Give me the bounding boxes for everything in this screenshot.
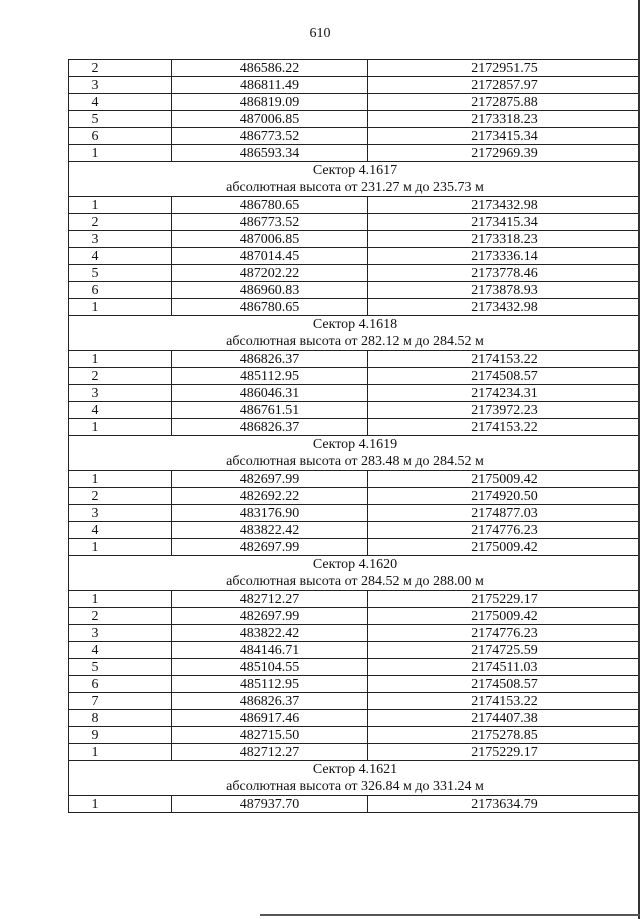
x-coordinate-cell: 486773.52: [172, 128, 368, 145]
point-number-cell: 2: [69, 60, 172, 77]
point-number-cell: 1: [69, 351, 172, 368]
page-number: 610: [309, 26, 331, 41]
x-coordinate-cell: 486826.37: [172, 351, 368, 368]
coordinates-sheet: [68, 59, 640, 813]
x-coordinate-cell: 486761.51: [172, 402, 368, 419]
x-coordinate-cell: 485112.95: [172, 676, 368, 693]
y-coordinate-cell: 2175229.17: [368, 591, 640, 608]
x-coordinate-cell: 486586.22: [172, 60, 368, 77]
y-coordinate-cell: 2174920.50: [368, 488, 640, 505]
y-coordinate-cell: 2175229.17: [368, 744, 640, 761]
point-number-cell: 6: [69, 676, 172, 693]
point-number-cell: 1: [69, 299, 172, 316]
y-coordinate-cell: 2173432.98: [368, 197, 640, 214]
table-row: [69, 625, 640, 642]
y-coordinate-cell: 2173634.79: [368, 796, 640, 813]
coordinates-table: [68, 59, 640, 813]
y-coordinate-cell: 2174776.23: [368, 625, 640, 642]
y-coordinate-cell: 2174153.22: [368, 351, 640, 368]
point-number-cell: 3: [69, 385, 172, 402]
x-coordinate-cell: 486917.46: [172, 710, 368, 727]
point-number-cell: 2: [69, 214, 172, 231]
table-row: [69, 608, 640, 625]
sector-height-range: абсолютная высота от 326.84 м до 331.24 м: [226, 779, 484, 794]
y-coordinate-cell: 2172857.97: [368, 77, 640, 94]
sector-height-range: абсолютная высота от 282.12 м до 284.52 м: [226, 334, 484, 349]
x-coordinate-cell: 486826.37: [172, 419, 368, 436]
table-row: [69, 128, 640, 145]
x-coordinate-cell: 486811.49: [172, 77, 368, 94]
table-row: [69, 591, 640, 608]
x-coordinate-cell: 486593.34: [172, 145, 368, 162]
point-number-cell: 5: [69, 659, 172, 676]
point-number-cell: 4: [69, 94, 172, 111]
table-row: [69, 385, 640, 402]
y-coordinate-cell: 2173415.34: [368, 214, 640, 231]
point-number-cell: 6: [69, 282, 172, 299]
y-coordinate-cell: 2173318.23: [368, 111, 640, 128]
x-coordinate-cell: 487006.85: [172, 231, 368, 248]
x-coordinate-cell: 486819.09: [172, 94, 368, 111]
table-row: [69, 145, 640, 162]
x-coordinate-cell: 486780.65: [172, 197, 368, 214]
point-number-cell: 4: [69, 642, 172, 659]
sector-header-cell: [69, 761, 640, 796]
table-row: [69, 94, 640, 111]
point-number-cell: 1: [69, 471, 172, 488]
point-number-cell: 8: [69, 710, 172, 727]
x-coordinate-cell: 484146.71: [172, 642, 368, 659]
y-coordinate-cell: 2174234.31: [368, 385, 640, 402]
sector-header-row: [69, 436, 640, 471]
table-row: [69, 505, 640, 522]
point-number-cell: 4: [69, 522, 172, 539]
point-number-cell: 3: [69, 625, 172, 642]
point-number-cell: 6: [69, 128, 172, 145]
point-number-cell: 1: [69, 796, 172, 813]
point-number-cell: 5: [69, 111, 172, 128]
x-coordinate-cell: 483176.90: [172, 505, 368, 522]
x-coordinate-cell: 482697.99: [172, 471, 368, 488]
x-coordinate-cell: 482697.99: [172, 608, 368, 625]
x-coordinate-cell: 483822.42: [172, 625, 368, 642]
table-row: [69, 727, 640, 744]
table-row: [69, 231, 640, 248]
point-number-cell: 1: [69, 145, 172, 162]
table-row: [69, 111, 640, 128]
y-coordinate-cell: 2173336.14: [368, 248, 640, 265]
point-number-cell: 2: [69, 608, 172, 625]
x-coordinate-cell: 485112.95: [172, 368, 368, 385]
table-row: [69, 299, 640, 316]
x-coordinate-cell: 486773.52: [172, 214, 368, 231]
table-row: [69, 693, 640, 710]
y-coordinate-cell: 2172875.88: [368, 94, 640, 111]
sector-title: Сектор 4.1621: [312, 762, 398, 777]
sector-height-range: абсолютная высота от 284.52 м до 288.00 м: [226, 574, 484, 589]
y-coordinate-cell: 2175009.42: [368, 539, 640, 556]
x-coordinate-cell: 482692.22: [172, 488, 368, 505]
x-coordinate-cell: 482712.27: [172, 591, 368, 608]
table-row: [69, 265, 640, 282]
y-coordinate-cell: 2175278.85: [368, 727, 640, 744]
x-coordinate-cell: 482715.50: [172, 727, 368, 744]
table-row: [69, 710, 640, 727]
table-row: [69, 248, 640, 265]
y-coordinate-cell: 2173878.93: [368, 282, 640, 299]
sector-header-cell: [69, 436, 640, 471]
sector-title: Сектор 4.1620: [312, 557, 398, 572]
x-coordinate-cell: 487937.70: [172, 796, 368, 813]
sector-header-cell: [69, 316, 640, 351]
x-coordinate-cell: 483822.42: [172, 522, 368, 539]
table-row: [69, 676, 640, 693]
table-row: [69, 60, 640, 77]
y-coordinate-cell: 2174511.03: [368, 659, 640, 676]
table-row: [69, 351, 640, 368]
x-coordinate-cell: 482697.99: [172, 539, 368, 556]
point-number-cell: 4: [69, 248, 172, 265]
x-coordinate-cell: 487006.85: [172, 111, 368, 128]
x-coordinate-cell: 486960.83: [172, 282, 368, 299]
sector-title: Сектор 4.1618: [312, 317, 398, 332]
y-coordinate-cell: 2174508.57: [368, 676, 640, 693]
point-number-cell: 4: [69, 402, 172, 419]
x-coordinate-cell: 485104.55: [172, 659, 368, 676]
sector-header-row: [69, 316, 640, 351]
x-coordinate-cell: 486826.37: [172, 693, 368, 710]
table-row: [69, 419, 640, 436]
y-coordinate-cell: 2172969.39: [368, 145, 640, 162]
y-coordinate-cell: 2173415.34: [368, 128, 640, 145]
sector-header-row: [69, 162, 640, 197]
y-coordinate-cell: 2175009.42: [368, 608, 640, 625]
table-row: [69, 77, 640, 94]
y-coordinate-cell: 2174508.57: [368, 368, 640, 385]
point-number-cell: 1: [69, 744, 172, 761]
sector-header-cell: [69, 162, 640, 197]
table-row: [69, 539, 640, 556]
table-row: [69, 197, 640, 214]
y-coordinate-cell: 2174153.22: [368, 693, 640, 710]
y-coordinate-cell: 2174153.22: [368, 419, 640, 436]
sector-header-cell: [69, 556, 640, 591]
x-coordinate-cell: 482712.27: [172, 744, 368, 761]
point-number-cell: 1: [69, 197, 172, 214]
point-number-cell: 2: [69, 368, 172, 385]
sector-height-range: абсолютная высота от 283.48 м до 284.52 м: [226, 454, 484, 469]
table-row: [69, 796, 640, 813]
sector-title: Сектор 4.1619: [312, 437, 398, 452]
y-coordinate-cell: 2173972.23: [368, 402, 640, 419]
point-number-cell: 9: [69, 727, 172, 744]
sector-header-row: [69, 556, 640, 591]
table-row: [69, 471, 640, 488]
y-coordinate-cell: 2172951.75: [368, 60, 640, 77]
y-coordinate-cell: 2173318.23: [368, 231, 640, 248]
point-number-cell: 3: [69, 505, 172, 522]
y-coordinate-cell: 2173778.46: [368, 265, 640, 282]
point-number-cell: 1: [69, 419, 172, 436]
page-bottom-rule: [260, 914, 640, 916]
y-coordinate-cell: 2175009.42: [368, 471, 640, 488]
table-row: [69, 282, 640, 299]
y-coordinate-cell: 2174877.03: [368, 505, 640, 522]
x-coordinate-cell: 486046.31: [172, 385, 368, 402]
table-row: [69, 522, 640, 539]
table-row: [69, 368, 640, 385]
table-row: [69, 659, 640, 676]
sector-title: Сектор 4.1617: [312, 163, 398, 178]
y-coordinate-cell: 2174407.38: [368, 710, 640, 727]
sector-height-range: абсолютная высота от 231.27 м до 235.73 м: [226, 180, 484, 195]
point-number-cell: 1: [69, 539, 172, 556]
table-row: [69, 744, 640, 761]
point-number-cell: 1: [69, 591, 172, 608]
table-row: [69, 488, 640, 505]
table-row: [69, 214, 640, 231]
point-number-cell: 5: [69, 265, 172, 282]
y-coordinate-cell: 2173432.98: [368, 299, 640, 316]
point-number-cell: 7: [69, 693, 172, 710]
coordinates-table-body: [69, 60, 640, 813]
x-coordinate-cell: 487202.22: [172, 265, 368, 282]
point-number-cell: 3: [69, 77, 172, 94]
table-row: [69, 642, 640, 659]
point-number-cell: 2: [69, 488, 172, 505]
x-coordinate-cell: 486780.65: [172, 299, 368, 316]
sector-header-row: [69, 761, 640, 796]
x-coordinate-cell: 487014.45: [172, 248, 368, 265]
y-coordinate-cell: 2174776.23: [368, 522, 640, 539]
table-row: [69, 402, 640, 419]
point-number-cell: 3: [69, 231, 172, 248]
y-coordinate-cell: 2174725.59: [368, 642, 640, 659]
